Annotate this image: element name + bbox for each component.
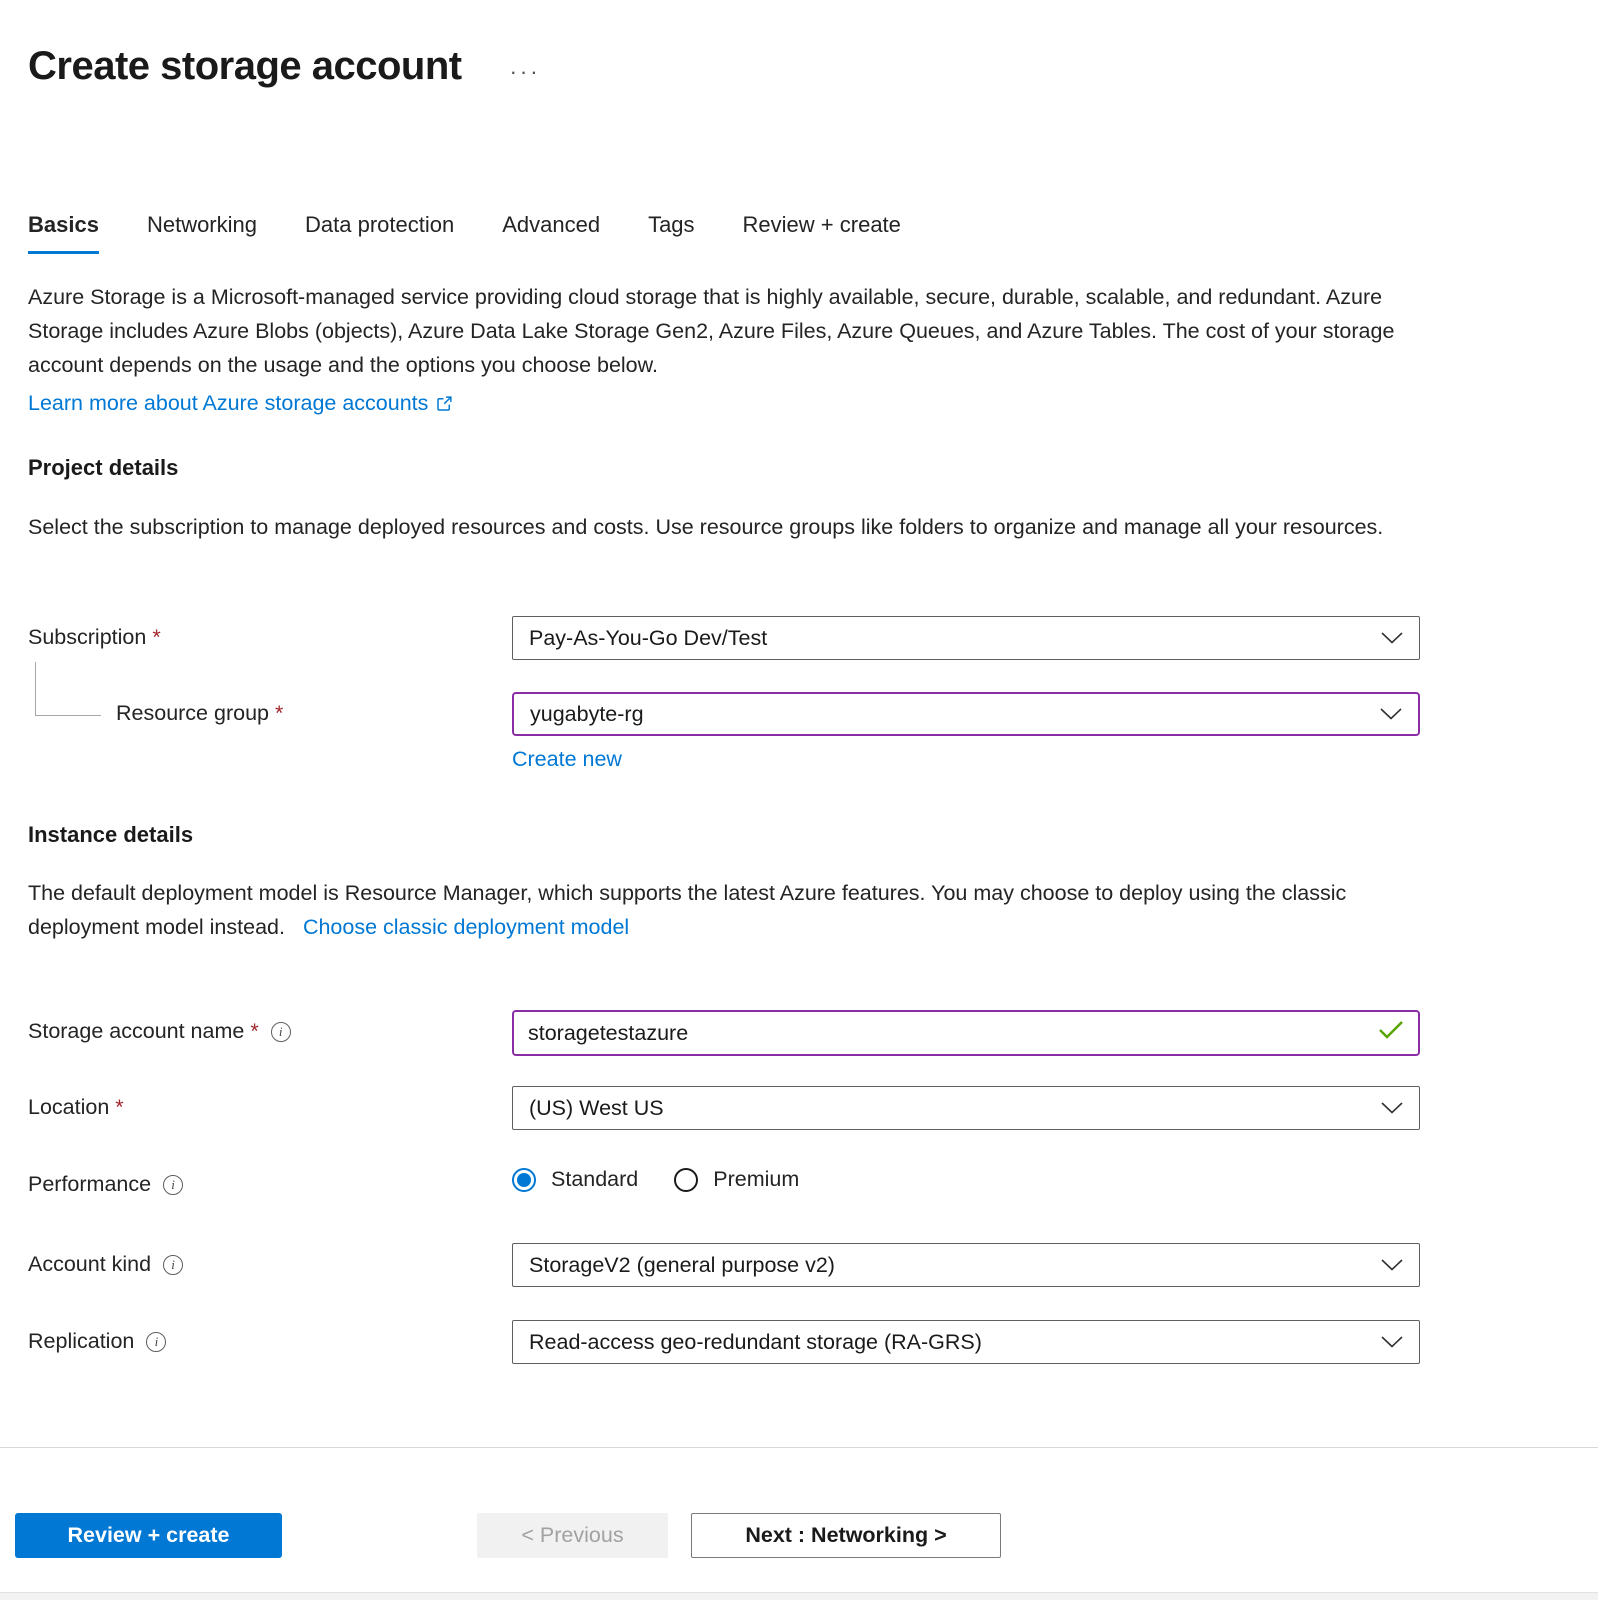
required-asterisk: *	[115, 1095, 124, 1119]
instance-details-text: The default deployment model is Resource Manager, which supports the latest Azure features. You may choose to deploy using the classic deployment model instead.	[28, 881, 1347, 939]
location-row	[28, 1086, 1420, 1130]
tab-data-protection[interactable]: Data protection	[305, 212, 455, 237]
replication-row	[28, 1320, 1420, 1364]
create-new-link[interactable]: Create new	[512, 747, 622, 771]
intro-text: Azure Storage is a Microsoft-managed service providing cloud storage that is highly available, secure, durable, scalable, and redundant. Azure Storage includes Azure Blobs (objects), Azure Data Lake Storage Gen2, Azure Files, Azure Queues, and Azure Tables. The cost of your storage account depends on the usage and the options you choose below.	[28, 285, 1395, 377]
external-link-icon	[436, 395, 453, 412]
location-value: (US) West US	[529, 1095, 664, 1120]
replication-value: Read-access geo-redundant storage (RA-GRS)	[529, 1329, 982, 1354]
resource-group-dropdown[interactable]	[512, 692, 1420, 736]
instance-details-description	[28, 876, 1426, 944]
replication-dropdown[interactable]	[512, 1320, 1420, 1364]
storage-account-name-row	[28, 1010, 1420, 1056]
intro-section	[28, 280, 1426, 420]
subscription-dropdown[interactable]	[512, 616, 1420, 660]
replication-label: Replication i	[28, 1320, 512, 1354]
location-dropdown[interactable]	[512, 1086, 1420, 1130]
chevron-down-icon	[1381, 1259, 1403, 1271]
subscription-row	[28, 616, 1420, 660]
chevron-down-icon	[1381, 1102, 1403, 1114]
bottom-edge	[0, 1592, 1598, 1600]
review-create-button[interactable]: Review + create	[15, 1513, 282, 1558]
required-asterisk: *	[274, 701, 284, 725]
performance-radio-standard[interactable]: Standard	[512, 1167, 638, 1192]
account-kind-dropdown[interactable]	[512, 1243, 1420, 1287]
next-networking-button[interactable]: Next : Networking >	[691, 1513, 1001, 1558]
radio-selected-icon	[512, 1168, 536, 1192]
location-label: Location *	[28, 1095, 124, 1119]
account-kind-row	[28, 1243, 1420, 1287]
page-header	[28, 44, 541, 89]
storage-account-name-value: storagetestazure	[528, 1020, 689, 1045]
required-asterisk: *	[152, 625, 161, 649]
info-icon[interactable]: i	[146, 1332, 166, 1352]
valid-check-icon	[1378, 1020, 1404, 1046]
tab-advanced[interactable]: Advanced	[502, 212, 601, 237]
storage-account-name-input[interactable]	[512, 1010, 1420, 1056]
footer-divider	[0, 1447, 1598, 1448]
info-icon[interactable]: i	[163, 1175, 183, 1195]
resource-group-label: Resource group *	[116, 701, 284, 725]
chevron-down-icon	[1380, 708, 1402, 720]
info-icon[interactable]: i	[271, 1022, 291, 1042]
previous-button[interactable]: < Previous	[477, 1513, 668, 1558]
tab-basics[interactable]: Basics	[28, 212, 99, 254]
radio-unselected-icon	[674, 1168, 698, 1192]
choose-classic-deployment-link[interactable]: Choose classic deployment model	[302, 915, 630, 939]
subscription-label: Subscription *	[28, 625, 161, 649]
required-asterisk: *	[250, 1019, 259, 1043]
chevron-down-icon	[1381, 632, 1403, 644]
tab-review-create[interactable]: Review + create	[742, 212, 901, 237]
tab-networking[interactable]: Networking	[146, 212, 257, 237]
storage-account-name-label: Storage account name * i	[28, 1010, 512, 1044]
tab-tags[interactable]: Tags	[648, 212, 695, 237]
footer-actions	[15, 1513, 1001, 1558]
performance-radio-group	[512, 1163, 1420, 1192]
info-icon[interactable]: i	[163, 1255, 183, 1275]
performance-row	[28, 1163, 1420, 1197]
instance-details-heading: Instance details	[28, 822, 194, 847]
chevron-down-icon	[1381, 1336, 1403, 1348]
wizard-tabs	[28, 212, 901, 254]
performance-label: Performance i	[28, 1163, 512, 1197]
account-kind-value: StorageV2 (general purpose v2)	[529, 1252, 835, 1277]
subscription-value: Pay-As-You-Go Dev/Test	[529, 625, 768, 650]
more-options-icon[interactable]: ···	[509, 58, 541, 84]
account-kind-label: Account kind i	[28, 1243, 512, 1277]
resource-group-row	[28, 692, 1420, 736]
page-title: Create storage account	[28, 44, 462, 88]
project-details-description: Select the subscription to manage deployed resources and costs. Use resource groups like folders to organize and manage all your resources.	[28, 515, 1384, 539]
project-details-heading: Project details	[28, 455, 179, 480]
performance-radio-premium[interactable]: Premium	[674, 1167, 799, 1192]
resource-group-value: yugabyte-rg	[530, 701, 644, 726]
learn-more-link[interactable]: Learn more about Azure storage accounts	[28, 391, 429, 415]
